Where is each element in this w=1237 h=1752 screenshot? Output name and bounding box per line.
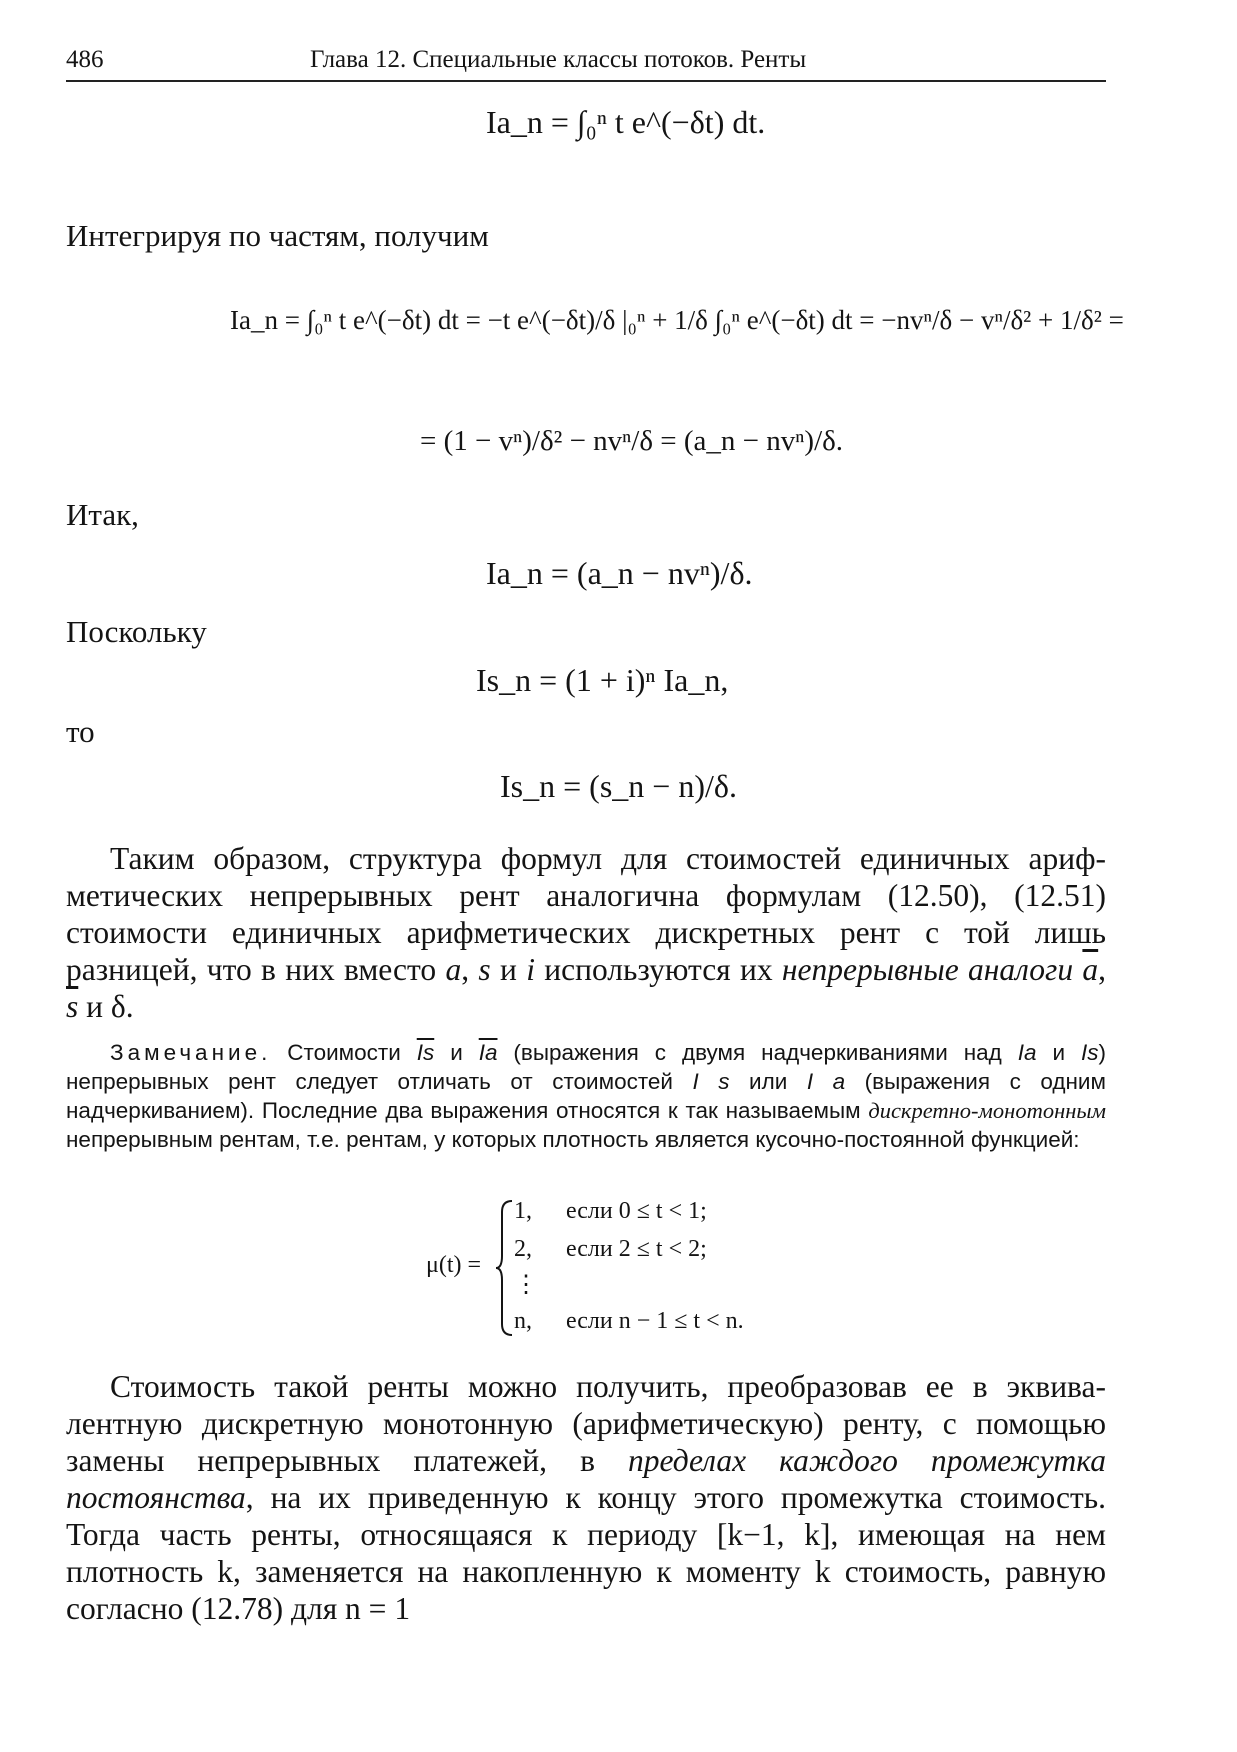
symbol-s-n-bar: $\overline{s}$ [66,989,79,1024]
equation-3-text: Ia_n = (a_n − nvⁿ)/δ. [486,555,753,591]
paragraph-2-part-a: Стоимость такой ренты можно получить, преобразовав ее в эквивалентную дискретную монотонную (арифметическую) ренту, с помощью замены непрерывных платежей, в [66,1369,1106,1478]
equation-1-text: Ia_n = ∫₀ⁿ t e^(−δt) dt. [486,104,766,140]
text-itak: Итак, [66,497,139,532]
paragraph-2-part-b: , на их приведенную к концу этого промежутка стоимость. Тогда часть ренты, относящаяся к периоду [k−1, k], имеющая на нем плотность k, заменяется на накопленную к моменту k стоимость, равную согласно (12.78) для n = 1 [66,1480,1106,1626]
paragraph-2 [66,1368,1106,1627]
equation-2-line-1-text: Ia_n = ∫₀ⁿ t e^(−δt) dt = −t e^(−δt)/δ |₀ⁿ + 1/δ ∫₀ⁿ e^(−δt) dt = −nvⁿ/δ − vⁿ/δ² + 1/δ² = [230,305,1124,335]
note-block [66,1038,1106,1154]
symbol-s-n: s [478,952,491,987]
piecewise-row-2-condition: если 2 ≤ t < 2; [566,1236,707,1262]
note-or: или [729,1069,807,1094]
paragraph-1: Таким образом, структура формул для стоимостей единичных арифметических непрерывных рент аналогична формулам (12.50), (12.51) стоимости единичных арифметических дискретных рент с той лишь разницей, что в них вместо a, s и i используются их непрерывные аналоги $\overline{a}$, $\overline{s}$ и δ. [66,841,1107,1024]
paragraph-1-and: и [490,952,527,987]
symbol-a-n: a [445,952,462,987]
note-part-d: (выражения с одним надчеркиванием). Последние два выражения относятся к так называемым [66,1069,1106,1123]
paragraph-1-part-c: используются их [534,952,782,987]
note-and-2: и [1036,1040,1081,1065]
piecewise-row-4-value: n, [514,1308,532,1334]
symbol-i: i [526,952,535,987]
note-label: Замечание. [110,1040,272,1065]
piecewise-row-4-condition: если n − 1 ≤ t < n. [566,1308,744,1334]
equation-5 [500,768,737,805]
piecewise-lhs: μ(t) = [426,1252,482,1278]
running-head: Глава 12. Специальные классы потоков. Ренты [310,46,807,73]
note-part-e: непрерывным рентам, т.е. рентам, у которых плотность является кусочно-постоянной функцией: [66,1127,1080,1152]
note-emphasis: дискретно-монотонным [868,1098,1106,1123]
symbol-a-n-bar: $\overline{a}$ [1082,952,1099,987]
piecewise-brace [496,1198,516,1338]
symbol-ia: Ia [1017,1040,1037,1065]
equation-4-text: Is_n = (1 + i)ⁿ Ia_n, [476,662,729,698]
equation-2-line-2 [420,425,843,458]
symbol-is: Is [1081,1040,1099,1065]
paragraph-1-part-a: Таким образом, структура формул для стоимостей единичных арифметических непрерывных рент аналогична формулам (12.50), (12.51) стоимости единичных арифметических дискретных рент с той лишь разницей, что в них вместо [66,841,1106,987]
piecewise-function [420,1198,780,1338]
page-header [66,40,1106,82]
equation-1 [486,104,765,141]
note-part-b: (выражения с двумя надчеркиваниями над [497,1040,1018,1065]
text-to: то [66,714,95,749]
note-and: и [434,1040,479,1065]
paragraph-1-part-d: и δ. [78,989,134,1024]
note-part-c: ) непрерывных рент следует отличать от стоимостей [66,1040,1107,1094]
symbol-is-double: $\overline{Is}$ [416,1040,435,1065]
equation-5-text: Is_n = (s_n − n)/δ. [500,768,737,804]
page-number: 486 [66,46,104,73]
text-integrating: Интегрируя по частям, получим [66,218,489,253]
equation-2-line-1 [230,305,1124,336]
piecewise-row-1-condition: если 0 ≤ t < 1; [566,1198,707,1224]
piecewise-row-1-value: 1, [514,1198,532,1224]
piecewise-row-3-value: ⋮ [514,1272,538,1298]
symbol-ia-double: $\overline{Ia}$ [478,1040,498,1065]
equation-2-line-2-text: = (1 − vⁿ)/δ² − nvⁿ/δ = (a_n − nvⁿ)/δ. [420,425,844,457]
piecewise-row-2-value: 2, [514,1236,532,1262]
paragraph-2-emphasis: пределах каждого промежутка постоянства [66,1443,1106,1515]
equation-3 [486,555,753,592]
symbol-ia-single: I a [806,1069,846,1094]
paragraph-1-emphasis: непрерывные аналоги [781,952,1074,987]
symbol-is-single: I s [692,1069,730,1094]
equation-4 [476,662,728,699]
note-part-a: Стоимости [271,1040,417,1065]
text-poskolku: Поскольку [66,614,207,649]
